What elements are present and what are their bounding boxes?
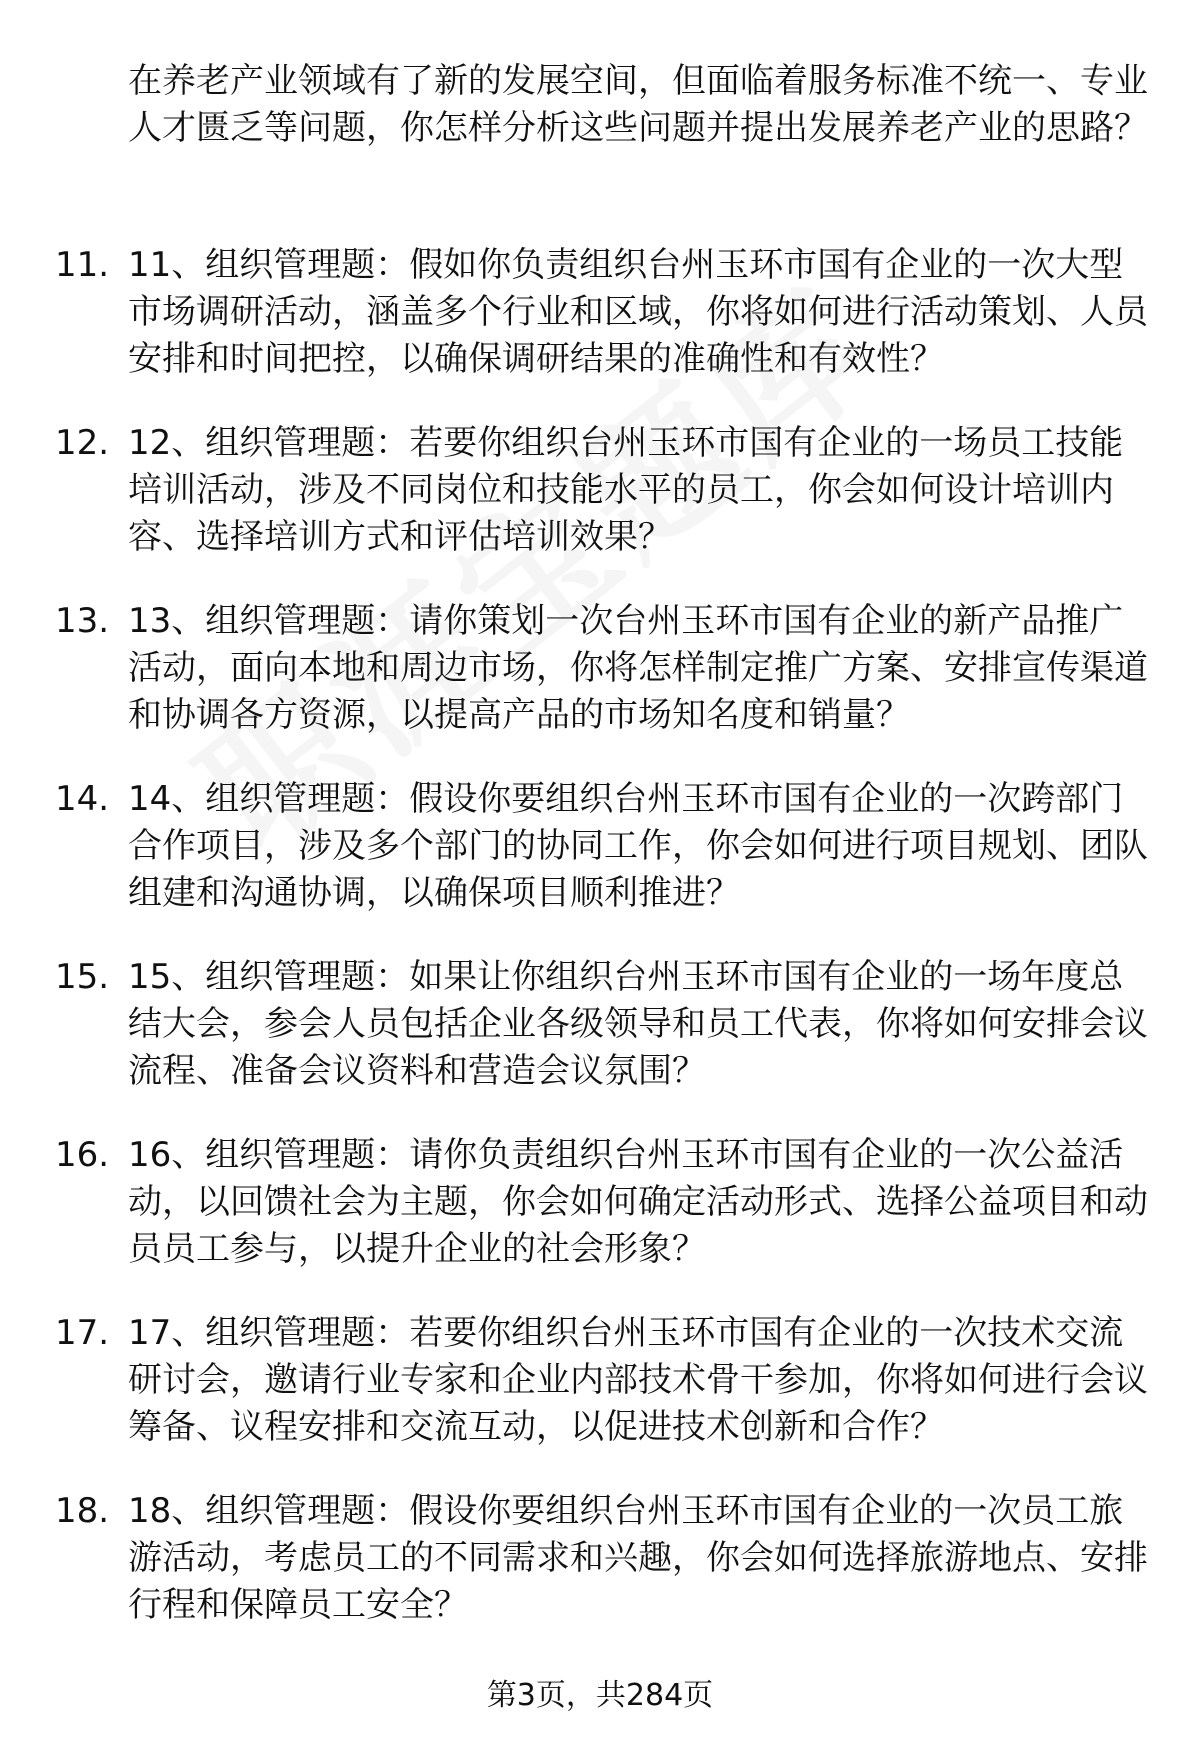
list-item (0, 598, 1200, 776)
item-text: 18、组织管理题：假设你要组织台州玉环市国有企业的一次员工旅游活动，考虑员工的不同需求和兴趣，你会如何选择旅游地点、安排行程和保障员工安全？ (128, 1491, 1148, 1625)
item-number: 18. (55, 1491, 110, 1531)
item-text: 15、组织管理题：如果让你组织台州玉环市国有企业的一场年度总结大会，参会人员包括企业各级领导和员工代表，你将如何安排会议流程、准备会议资料和营造会议氛围？ (128, 957, 1148, 1091)
list-item (0, 242, 1200, 420)
item-number: 12. (55, 423, 110, 463)
item-number: 13. (55, 601, 110, 641)
item-number: 15. (55, 957, 110, 997)
list-item (0, 1488, 1200, 1666)
question-list (0, 242, 1200, 1666)
item-text: 11、组织管理题：假如你负责组织台州玉环市国有企业的一次大型市场调研活动，涵盖多个行业和区域，你将如何进行活动策划、人员安排和时间把控，以确保调研结果的准确性和有效性？ (128, 245, 1148, 379)
item-number: 14. (55, 779, 110, 819)
item-text: 13、组织管理题：请你策划一次台州玉环市国有企业的新产品推广活动，面向本地和周边市场，你将怎样制定推广方案、安排宣传渠道和协调各方资源，以提高产品的市场知名度和销量？ (128, 601, 1148, 735)
item-number: 16. (55, 1135, 110, 1175)
list-item (0, 776, 1200, 954)
item-number: 17. (55, 1313, 110, 1353)
page-footer: 第3页，共284页 (486, 1678, 714, 1713)
item-text: 16、组织管理题：请你负责组织台州玉环市国有企业的一次公益活动，以回馈社会为主题，你会如何确定活动形式、选择公益项目和动员员工参与，以提升企业的社会形象？ (128, 1135, 1148, 1269)
item-text: 14、组织管理题：假设你要组织台州玉环市国有企业的一次跨部门合作项目，涉及多个部门的协同工作，你会如何进行项目规划、团队组建和沟通协调，以确保项目顺利推进？ (128, 779, 1148, 913)
item-text: 12、组织管理题：若要你组织台州玉环市国有企业的一场员工技能培训活动，涉及不同岗位和技能水平的员工，你会如何设计培训内容、选择培训方式和评估培训效果？ (128, 423, 1124, 557)
list-item (0, 420, 1200, 598)
intro-paragraph: 在养老产业领域有了新的发展空间，但面临着服务标准不统一、专业人才匮乏等问题，你怎样分析这些问题并提出发展养老产业的思路？ (128, 61, 1148, 148)
item-number: 11. (55, 245, 110, 285)
list-item (0, 954, 1200, 1132)
item-text: 17、组织管理题：若要你组织台州玉环市国有企业的一次技术交流研讨会，邀请行业专家和企业内部技术骨干参加，你将如何进行会议筹备、议程安排和交流互动，以促进技术创新和合作？ (128, 1313, 1148, 1447)
list-item (0, 1310, 1200, 1488)
list-item (0, 1132, 1200, 1310)
